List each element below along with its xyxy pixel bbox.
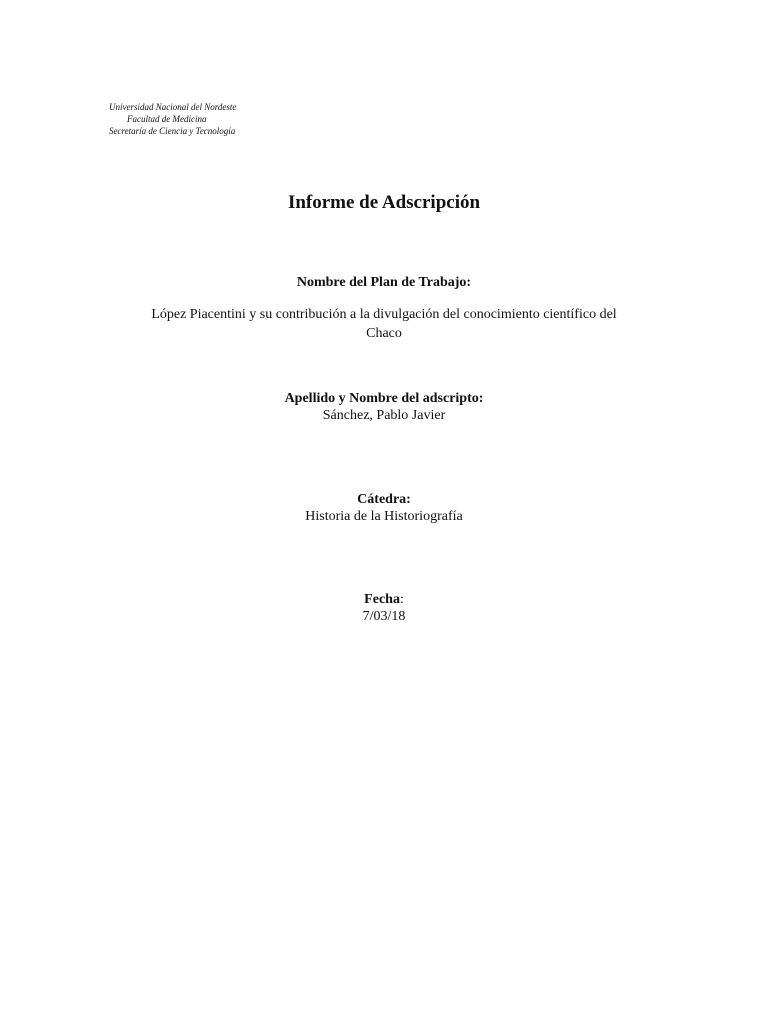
adscripto-label: Apellido y Nombre del adscripto:	[284, 391, 484, 406]
header-university: Universidad Nacional del Nordeste	[109, 102, 237, 112]
plan-value	[0, 305, 768, 343]
header-faculty: Facultad de Medicina	[127, 114, 207, 124]
plan-label: Nombre del Plan de Trabajo:	[296, 275, 472, 290]
plan-value-line: López Piacentini y su contribución a la divulgación del conocimiento científico del	[151, 307, 617, 322]
plan-value-line: Chaco	[366, 326, 402, 341]
fecha-label-text: Fecha	[364, 592, 400, 607]
adscripto-value: Sánchez, Pablo Javier	[322, 408, 446, 423]
catedra-label: Cátedra:	[357, 492, 411, 507]
fecha-value: 7/03/18	[362, 609, 406, 624]
institution-header	[109, 101, 236, 137]
document-title: Informe de Adscripción	[287, 192, 481, 213]
header-secretariat: Secretaría de Ciencia y Tecnología	[109, 126, 236, 136]
catedra-value: Historia de la Historiografía	[305, 509, 463, 524]
fecha-label	[0, 591, 768, 608]
fecha-label-colon: :	[399, 592, 404, 607]
